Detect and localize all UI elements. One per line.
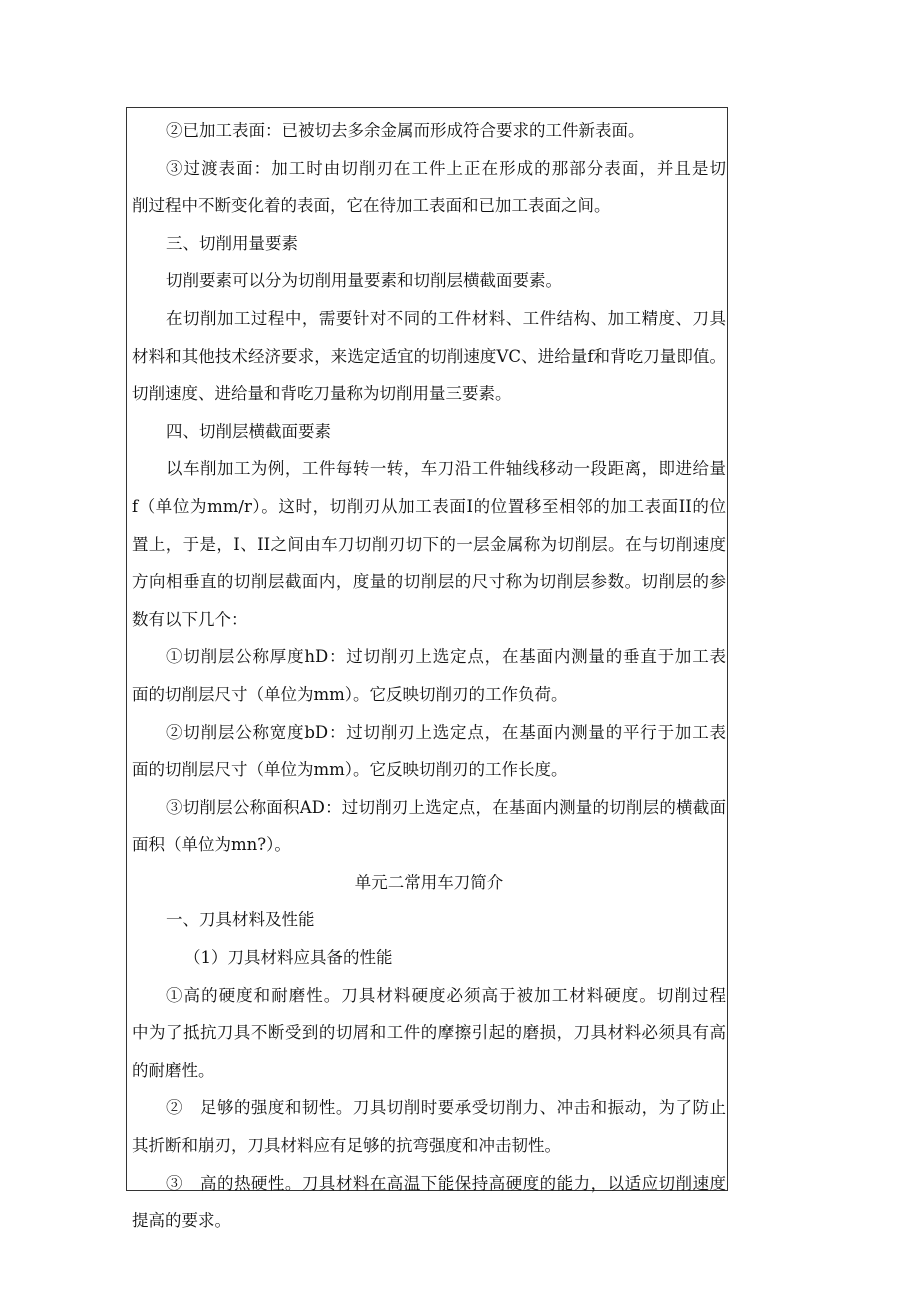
section-heading: 三、切削用量要素	[166, 233, 298, 253]
section-heading: 一、刀具材料及性能	[166, 910, 315, 930]
text-line: ③切削层公称面积AD：过切削刃上选定点，在基面内测量的切削层的横截面	[166, 797, 726, 817]
text-line: 置上，于是，I、II之间由车刀切削刃切下的一层金属称为切削层。在与切削速度	[132, 534, 726, 554]
text-line: 以车削加工为例，工件每转一转，车刀沿工件轴线移动一段距离，即进给量	[166, 459, 726, 479]
text-line: 面的切削层尺寸（单位为mm）。它反映切削刃的工作长度。	[132, 760, 568, 780]
text-line: 数有以下几个：	[132, 609, 248, 629]
text-line: 其折断和崩刃，刀具材料应有足够的抗弯强度和冲击韧性。	[132, 1136, 561, 1156]
text-line: 在切削加工过程中，需要针对不同的工件材料、工件结构、加工精度、刀具	[166, 308, 726, 328]
text-line: 削过程中不断变化着的表面，它在待加工表面和已加工表面之间。	[132, 196, 611, 216]
text-line: ③ 高的热硬性。刀具材料在高温下能保持高硬度的能力，以适应切削速度	[166, 1173, 726, 1193]
text-line: ③过渡表面：加工时由切削刃在工件上正在形成的那部分表面，并且是切	[166, 158, 726, 178]
text-line: 方向相垂直的切削层截面内，度量的切削层的尺寸称为切削层参数。切削层的参	[132, 572, 726, 592]
text-line: ①切削层公称厚度hD：过切削刃上选定点，在基面内测量的垂直于加工表	[166, 647, 726, 667]
text-line: 材料和其他技术经济要求，来选定适宜的切削速度VC、进给量f和背吃刀量即值。	[132, 346, 726, 366]
text-line: 切削要素可以分为切削用量要素和切削层横截面要素。	[166, 271, 562, 291]
text-line: ②已加工表面：已被切去多余金属而形成符合要求的工件新表面。	[166, 121, 645, 140]
text-line: 面的切削层尺寸（单位为mm）。它反映切削刃的工作负荷。	[132, 684, 568, 704]
text-line: ①高的硬度和耐磨性。刀具材料硬度必须高于被加工材料硬度。切削过程	[166, 985, 726, 1005]
text-line: 提高的要求。	[132, 1211, 231, 1231]
text-line: 切削速度、进给量和背吃刀量称为切削用量三要素。	[132, 384, 512, 404]
unit-title: 单元二常用车刀简介	[354, 872, 504, 892]
text-line: ② 足够的强度和韧性。刀具切削时要承受切削力、冲击和振动，为了防止	[166, 1098, 726, 1118]
document-body	[132, 116, 726, 1244]
section-heading: 四、切削层横截面要素	[166, 421, 331, 441]
text-line: ②切削层公称宽度bD：过切削刃上选定点，在基面内测量的平行于加工表	[166, 722, 726, 742]
text-line: 的耐磨性。	[132, 1060, 215, 1080]
text-line: 面积（单位为mn?）。	[132, 835, 291, 855]
subsection-heading: （1）刀具材料应具备的性能	[184, 948, 393, 968]
text-line: 中为了抵抗刀具不断受到的切屑和工件的摩擦引起的磨损，刀具材料必须具有高	[132, 1023, 726, 1043]
text-line: f（单位为mm∕r）。这时，切削刃从加工表面I的位置移至相邻的加工表面II的位	[132, 496, 726, 516]
